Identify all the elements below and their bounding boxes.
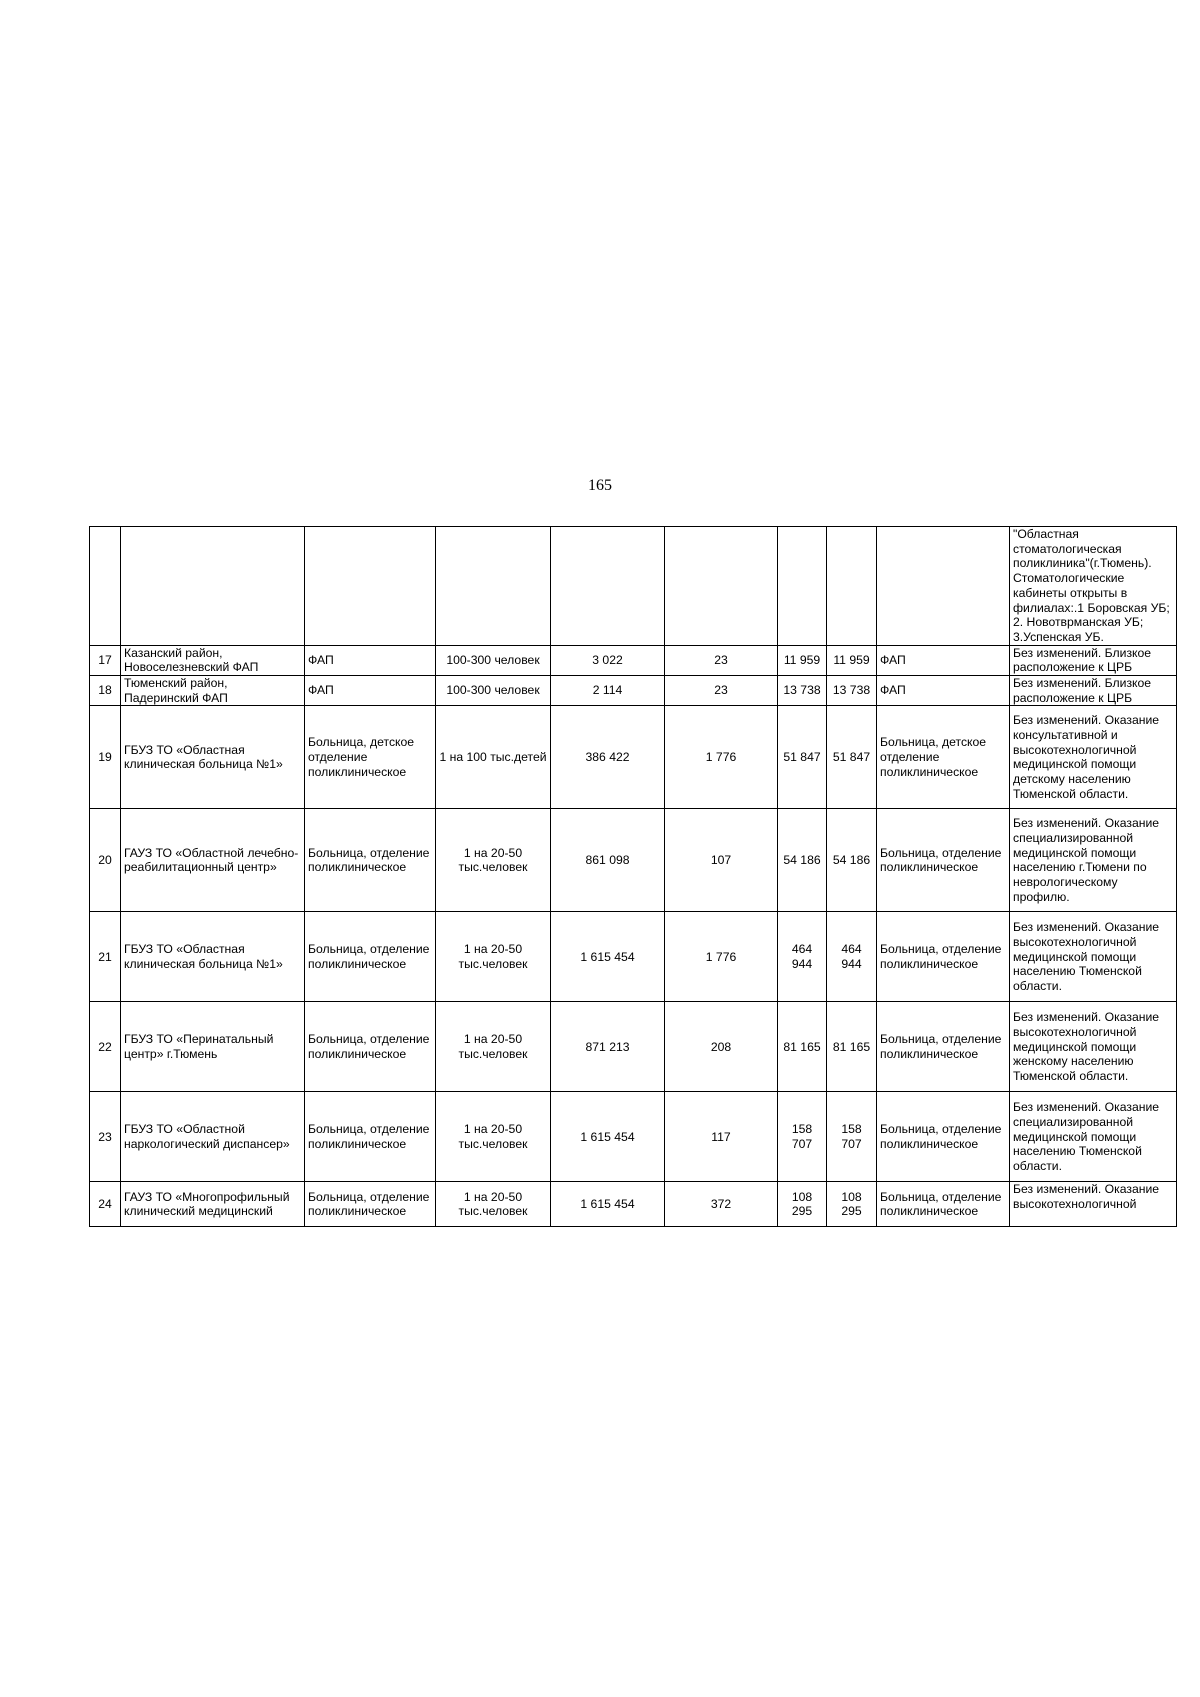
table-row-continued	[90, 527, 1177, 646]
cell-note: Без изменений. Близкое расположение к ЦРБ	[1010, 645, 1177, 675]
cell-value-1: 51 847	[778, 706, 827, 809]
cell-distance: 107	[665, 809, 778, 912]
cell-name: ГБУЗ ТО «Областная клиническая больница №1»	[121, 912, 305, 1002]
cell-note: Без изменений. Оказание консультативной и высокотехнологичной медицинской помощи детскому населению Тюменской области.	[1010, 706, 1177, 809]
cell-note: Без изменений. Оказание высокотехнологичной медицинской помощи женскому населению Тюменской области.	[1010, 1002, 1177, 1092]
cell-new-type: ФАП	[877, 645, 1010, 675]
cell-note: Без изменений. Оказание специализированной медицинской помощи населению г.Тюмени по неврологическому профилю.	[1010, 809, 1177, 912]
cell-name: Тюменский район, Падеринский ФАП	[121, 676, 305, 706]
cell-num: 18	[90, 676, 121, 706]
cell-value-2: 51 847	[827, 706, 877, 809]
cell-type: ФАП	[305, 676, 436, 706]
cell-note: Без изменений. Оказание высокотехнологичной медицинской помощи населению Тюменской области.	[1010, 912, 1177, 1002]
cell-name: ГБУЗ ТО «Областная клиническая больница №1»	[121, 706, 305, 809]
cell-norm: 100-300 человек	[436, 645, 551, 675]
cell-norm: 100-300 человек	[436, 676, 551, 706]
cell-population: 3 022	[551, 645, 665, 675]
table-row	[90, 1002, 1177, 1092]
cell-type: Больница, отделение поликлиническое	[305, 912, 436, 1002]
cell-value-1: 13 738	[778, 676, 827, 706]
cell-type: Больница, детское отделение поликлиническое	[305, 706, 436, 809]
cell-num: 22	[90, 1002, 121, 1092]
cell-norm	[436, 527, 551, 646]
cell-population: 2 114	[551, 676, 665, 706]
cell-note: Без изменений. Близкое расположение к ЦРБ	[1010, 676, 1177, 706]
cell-norm: 1 на 20-50 тыс.человек	[436, 1182, 551, 1227]
cell-population: 1 615 454	[551, 1092, 665, 1182]
cell-value-1: 81 165	[778, 1002, 827, 1092]
cell-value-2: 81 165	[827, 1002, 877, 1092]
cell-population: 871 213	[551, 1002, 665, 1092]
cell-type: Больница, отделение поликлиническое	[305, 1182, 436, 1227]
cell-num: 23	[90, 1092, 121, 1182]
cell-num: 24	[90, 1182, 121, 1227]
cell-num: 17	[90, 645, 121, 675]
cell-value-2: 464 944	[827, 912, 877, 1002]
cell-name: ГБУЗ ТО «Перинатальный центр» г.Тюмень	[121, 1002, 305, 1092]
cell-value-2: 11 959	[827, 645, 877, 675]
cell-new-type: Больница, отделение поликлиническое	[877, 1182, 1010, 1227]
cell-new-type: Больница, отделение поликлиническое	[877, 1092, 1010, 1182]
cell-distance: 23	[665, 676, 778, 706]
cell-value-1	[778, 527, 827, 646]
cell-norm: 1 на 20-50 тыс.человек	[436, 809, 551, 912]
cell-name	[121, 527, 305, 646]
cell-num: 19	[90, 706, 121, 809]
cell-value-1: 54 186	[778, 809, 827, 912]
cell-type	[305, 527, 436, 646]
cell-population	[551, 527, 665, 646]
cell-type: Больница, отделение поликлиническое	[305, 1092, 436, 1182]
cell-norm: 1 на 20-50 тыс.человек	[436, 1092, 551, 1182]
cell-note: Без изменений. Оказание специализированной медицинской помощи населению Тюменской области.	[1010, 1092, 1177, 1182]
cell-name: ГАУЗ ТО «Областной лечебно-реабилитационный центр»	[121, 809, 305, 912]
cell-value-1: 158 707	[778, 1092, 827, 1182]
facilities-table	[89, 526, 1177, 1227]
cell-norm: 1 на 20-50 тыс.человек	[436, 1002, 551, 1092]
cell-distance: 1 776	[665, 706, 778, 809]
table-row	[90, 809, 1177, 912]
cell-population: 861 098	[551, 809, 665, 912]
cell-population: 1 615 454	[551, 1182, 665, 1227]
cell-distance: 23	[665, 645, 778, 675]
cell-type: Больница, отделение поликлиническое	[305, 1002, 436, 1092]
cell-num: 21	[90, 912, 121, 1002]
cell-value-2: 13 738	[827, 676, 877, 706]
cell-value-2: 54 186	[827, 809, 877, 912]
cell-distance: 372	[665, 1182, 778, 1227]
cell-new-type: Больница, детское отделение поликлиническое	[877, 706, 1010, 809]
cell-value-2: 108 295	[827, 1182, 877, 1227]
cell-type: ФАП	[305, 645, 436, 675]
cell-value-2: 158 707	[827, 1092, 877, 1182]
cell-new-type: Больница, отделение поликлиническое	[877, 912, 1010, 1002]
cell-new-type	[877, 527, 1010, 646]
cell-new-type: Больница, отделение поликлиническое	[877, 809, 1010, 912]
cell-distance	[665, 527, 778, 646]
cell-num: 20	[90, 809, 121, 912]
table-row	[90, 706, 1177, 809]
cell-distance: 117	[665, 1092, 778, 1182]
cell-population: 1 615 454	[551, 912, 665, 1002]
cell-note: "Областная стоматологическая поликлиника"(г.Тюмень). Стоматологические кабинеты открыты в филиалах:.1 Боровская УБ; 2. Новотврманская УБ; 3.Успенская УБ.	[1010, 527, 1177, 646]
cell-type: Больница, отделение поликлиническое	[305, 809, 436, 912]
cell-norm: 1 на 20-50 тыс.человек	[436, 912, 551, 1002]
cell-value-1: 11 959	[778, 645, 827, 675]
table-row	[90, 1092, 1177, 1182]
table-row	[90, 676, 1177, 706]
cell-population: 386 422	[551, 706, 665, 809]
cell-value-2	[827, 527, 877, 646]
table-row	[90, 645, 1177, 675]
cell-name: ГАУЗ ТО «Многопрофильный клинический медицинский	[121, 1182, 305, 1227]
cell-num	[90, 527, 121, 646]
cell-value-1: 464 944	[778, 912, 827, 1002]
cell-new-type: Больница, отделение поликлиническое	[877, 1002, 1010, 1092]
table-row	[90, 1182, 1177, 1227]
page-number: 165	[588, 477, 612, 494]
cell-distance: 208	[665, 1002, 778, 1092]
cell-value-1: 108 295	[778, 1182, 827, 1227]
cell-new-type: ФАП	[877, 676, 1010, 706]
table-row	[90, 912, 1177, 1002]
cell-note: Без изменений. Оказание высокотехнологичной	[1010, 1182, 1177, 1227]
cell-distance: 1 776	[665, 912, 778, 1002]
cell-name: Казанский район, Новоселезневский ФАП	[121, 645, 305, 675]
cell-norm: 1 на 100 тыс.детей	[436, 706, 551, 809]
cell-name: ГБУЗ ТО «Областной наркологический диспансер»	[121, 1092, 305, 1182]
